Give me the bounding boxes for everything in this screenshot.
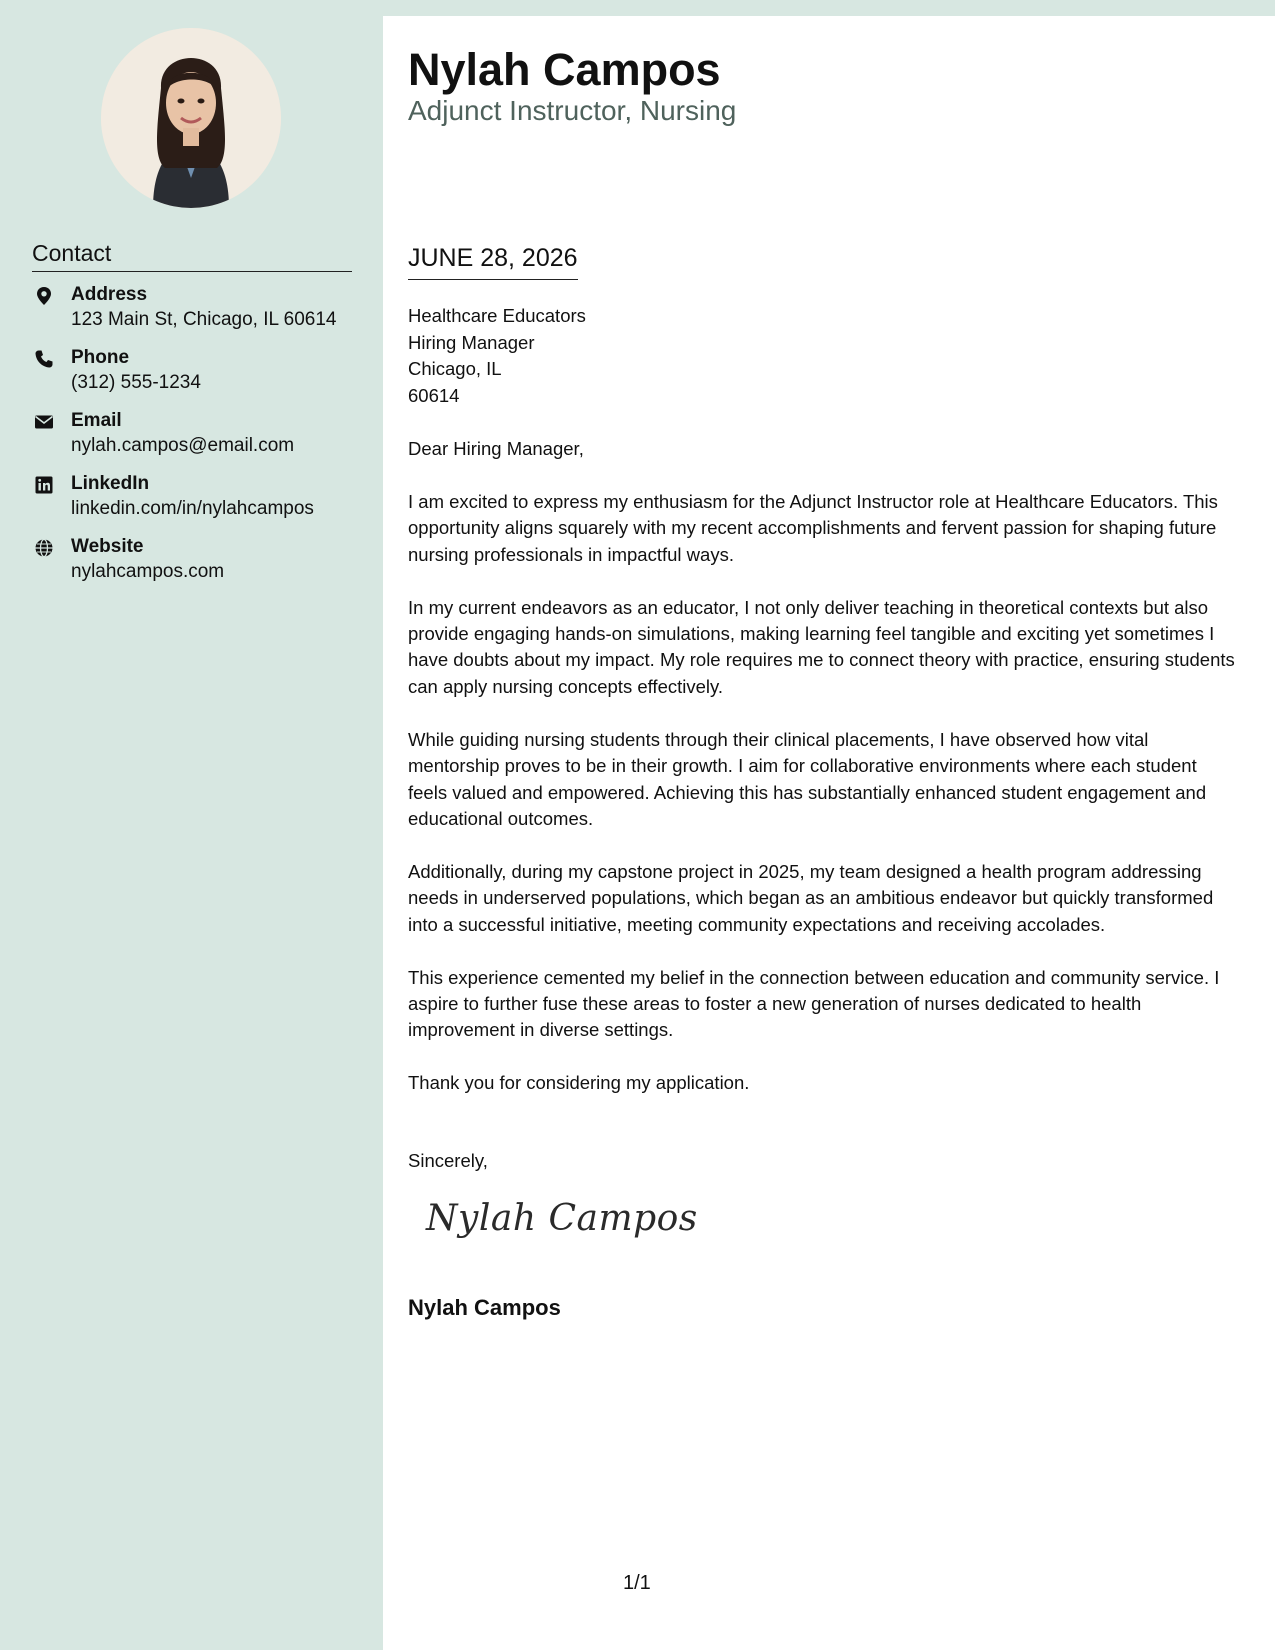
letter-paragraph: In my current endeavors as an educator, I not only deliver teaching in theoretical contexts but also provide engaging hands-on simulations, making learning feel tangible and exciting yet sometimes I have doubts about my impact. My role requires me to connect theory with practice, ensuring students can apply nursing concepts effectively. [408, 596, 1235, 697]
phone-icon [34, 349, 54, 369]
contact-label: LinkedIn [71, 473, 150, 494]
letter-date: JUNE 28, 2026 [408, 244, 578, 280]
letter-paragraph: Additionally, during my capstone project in 2025, my team designed a health program addressing needs in underserved populations, which began as an ambitious endeavor but quickly transformed into a successful initiative, meeting community expectations and receiving accolades. [408, 860, 1214, 935]
contact-value: linkedin.com/in/nylahcampos [71, 498, 314, 519]
profile-photo [101, 28, 281, 208]
closing: Sincerely, [408, 1150, 488, 1171]
sidebar [0, 0, 383, 1650]
contact-label: Website [71, 536, 144, 557]
contact-value: nylahcampos.com [71, 561, 225, 582]
location-pin-icon [34, 286, 54, 306]
recipient-line: Chicago, IL [408, 358, 502, 379]
contact-item-linkedin [32, 473, 362, 536]
avatar [101, 28, 281, 208]
contact-value: nylah.campos@email.com [71, 435, 295, 456]
contact-item-phone [32, 347, 362, 410]
recipient-block [408, 303, 586, 409]
contact-item-website [32, 536, 362, 599]
salutation: Dear Hiring Manager, [408, 438, 584, 459]
contact-value: 123 Main St, Chicago, IL 60614 [71, 309, 337, 330]
envelope-icon [34, 412, 54, 432]
job-title: Adjunct Instructor, Nursing [408, 95, 737, 126]
handwritten-signature: Nylah Campos [426, 1198, 698, 1239]
letter-paragraph: This experience cemented my belief in the connection between education and community service. I aspire to further fuse these areas to foster a new generation of nurses dedicated to health improvement in diverse settings. [408, 966, 1220, 1041]
linkedin-icon [34, 475, 54, 495]
recipient-line: 60614 [408, 384, 460, 406]
page-number: 1/1 [623, 1572, 651, 1594]
contact-label: Phone [71, 347, 130, 368]
contact-label: Email [71, 410, 122, 431]
recipient-line: Healthcare Educators [408, 305, 586, 326]
contact-heading: Contact [32, 240, 352, 272]
contact-label: Address [71, 284, 148, 305]
letter-content [408, 436, 1238, 1123]
signer-name: Nylah Campos [408, 1295, 561, 1320]
contact-value: (312) 555-1234 [71, 372, 201, 393]
globe-icon [34, 538, 54, 558]
letter-paragraph: Thank you for considering my application. [408, 1072, 750, 1094]
letter-paragraph: While guiding nursing students through their clinical placements, I have observed how vital mentorship proves to be in their growth. I aim for collaborative environments where each student feels valued and empowered. Achieving this has substantially enhanced student engagement and educational outcomes. [408, 728, 1207, 829]
contact-item-address [32, 284, 362, 347]
letter-paragraph: I am excited to express my enthusiasm for the Adjunct Instructor role at Healthcare Educators. This opportunity aligns squarely with my recent accomplishments and fervent passion for shaping future nursing professionals in impactful ways. [408, 490, 1218, 565]
recipient-line: Hiring Manager [408, 331, 535, 353]
contact-item-email [32, 410, 362, 473]
contact-list [32, 284, 362, 599]
applicant-name: Nylah Campos [408, 44, 721, 95]
